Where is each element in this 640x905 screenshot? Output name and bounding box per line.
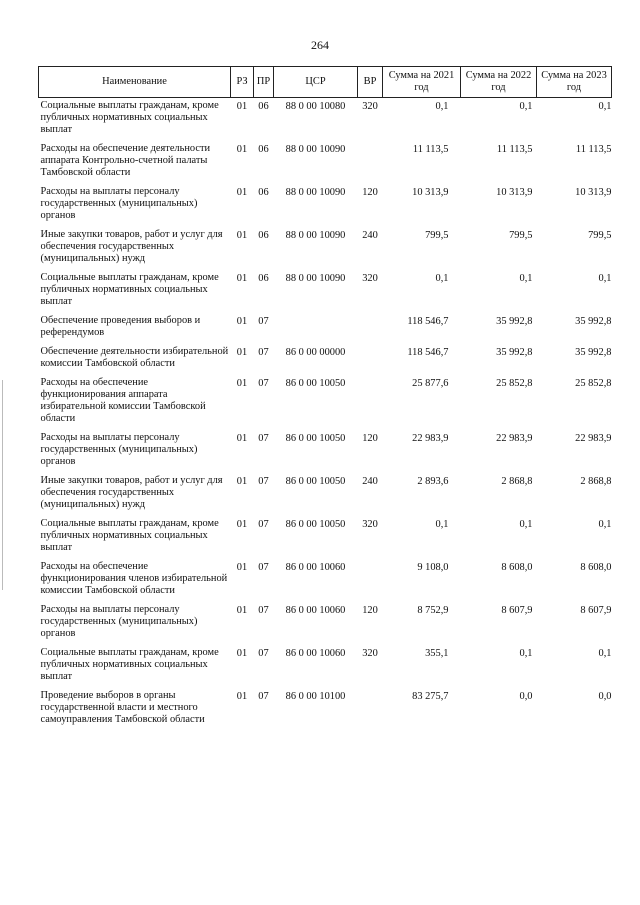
row-name: Расходы на обеспечение функционирования членов избирательной комиссии Тамбовской области [40, 561, 228, 596]
row-sum-2022: 35 992,8 [496, 347, 533, 358]
row-pr: 06 [258, 273, 269, 284]
table-header-row [39, 67, 612, 98]
row-name: Социальные выплаты гражданам, кроме публичных нормативных социальных выплат [40, 272, 219, 307]
table-row [39, 184, 612, 227]
row-sum-2023: 11 113,5 [575, 144, 612, 155]
row-sum-2023: 2 868,8 [580, 476, 612, 487]
row-pr: 07 [258, 691, 269, 702]
row-name: Иные закупки товаров, работ и услуг для обеспечения государственных (муниципальных) нужд [40, 475, 223, 510]
row-pr: 07 [258, 648, 269, 659]
row-vr: 320 [362, 519, 378, 530]
row-sum-2022: 0,1 [519, 273, 533, 284]
row-vr: 120 [362, 605, 378, 616]
row-csr: 86 0 00 10050 [285, 378, 346, 389]
row-sum-2022: 0,1 [519, 648, 533, 659]
row-sum-2021: 0,1 [435, 273, 449, 284]
row-csr: 88 0 00 10090 [285, 144, 346, 155]
row-rz: 01 [236, 378, 248, 389]
row-pr: 07 [258, 347, 269, 358]
table-row [39, 375, 612, 430]
row-sum-2021: 8 752,9 [417, 605, 449, 616]
row-pr: 07 [258, 562, 269, 573]
row-pr: 07 [258, 476, 269, 487]
header-sum-2022: Сумма на 2022 год [461, 67, 537, 98]
header-rz: РЗ [231, 67, 254, 98]
row-rz: 01 [236, 144, 248, 155]
row-vr [358, 688, 383, 731]
row-sum-2021: 83 275,7 [412, 691, 449, 702]
row-csr: 88 0 00 10090 [285, 230, 346, 241]
budget-table [38, 66, 612, 731]
row-csr: 86 0 00 10060 [285, 605, 346, 616]
row-pr: 07 [258, 433, 269, 444]
row-sum-2022: 10 313,9 [496, 187, 533, 198]
row-name: Социальные выплаты гражданам, кроме публичных нормативных социальных выплат [40, 518, 219, 553]
row-name: Расходы на выплаты персоналу государственных (муниципальных) органов [40, 186, 198, 221]
row-rz: 01 [236, 187, 248, 198]
row-sum-2022: 8 608,0 [501, 562, 533, 573]
row-sum-2022: 22 983,9 [496, 433, 533, 444]
row-pr: 07 [258, 605, 269, 616]
row-vr: 240 [362, 230, 378, 241]
row-sum-2023: 8 607,9 [580, 605, 612, 616]
table-row [39, 602, 612, 645]
row-sum-2023: 22 983,9 [575, 433, 612, 444]
table-row [39, 98, 612, 142]
row-sum-2021: 11 113,5 [412, 144, 449, 155]
row-vr [358, 141, 383, 184]
table-row [39, 270, 612, 313]
row-pr: 06 [258, 230, 269, 241]
row-name: Обеспечение проведения выборов и референдумов [40, 315, 201, 338]
header-name: Наименование [39, 67, 231, 98]
row-name: Расходы на обеспечение деятельности аппарата Контрольно-счетной палаты Тамбовской области [40, 143, 211, 178]
row-sum-2023: 35 992,8 [575, 347, 612, 358]
scan-margin-mark [2, 380, 3, 590]
row-sum-2022: 8 607,9 [501, 605, 533, 616]
row-sum-2022: 11 113,5 [496, 144, 533, 155]
row-vr: 320 [362, 648, 378, 659]
row-vr [358, 375, 383, 430]
row-csr: 86 0 00 10050 [285, 476, 346, 487]
row-sum-2022: 2 868,8 [501, 476, 533, 487]
table-row [39, 344, 612, 375]
row-csr: 88 0 00 10090 [285, 273, 346, 284]
row-rz: 01 [236, 316, 248, 327]
row-sum-2021: 355,1 [425, 648, 449, 659]
row-csr: 88 0 00 10080 [285, 101, 346, 112]
row-pr: 06 [258, 101, 269, 112]
row-sum-2022: 799,5 [509, 230, 533, 241]
row-sum-2021: 22 983,9 [412, 433, 449, 444]
table-row [39, 516, 612, 559]
row-csr: 88 0 00 10090 [285, 187, 346, 198]
row-name: Социальные выплаты гражданам, кроме публичных нормативных социальных выплат [40, 647, 219, 682]
row-sum-2023: 35 992,8 [575, 316, 612, 327]
row-csr: 86 0 00 00000 [285, 347, 346, 358]
row-name: Социальные выплаты гражданам, кроме публичных нормативных социальных выплат [40, 100, 219, 135]
row-sum-2023: 799,5 [588, 230, 612, 241]
row-rz: 01 [236, 562, 248, 573]
row-rz: 01 [236, 691, 248, 702]
row-sum-2023: 8 608,0 [580, 562, 612, 573]
row-sum-2021: 0,1 [435, 519, 449, 530]
row-pr: 07 [258, 519, 269, 530]
row-rz: 01 [236, 519, 248, 530]
row-sum-2021: 25 877,6 [412, 378, 449, 389]
table-row [39, 473, 612, 516]
row-rz: 01 [236, 476, 248, 487]
row-csr: 86 0 00 10050 [285, 519, 346, 530]
row-name: Расходы на обеспечение функционирования аппарата избирательной комиссии Тамбовской области [40, 377, 206, 424]
row-vr: 120 [362, 187, 378, 198]
page-number: 264 [311, 38, 329, 52]
row-name: Обеспечение деятельности избирательной комиссии Тамбовской области [40, 346, 229, 369]
row-sum-2023: 0,1 [598, 273, 612, 284]
row-rz: 01 [236, 605, 248, 616]
row-csr [274, 313, 358, 344]
row-sum-2023: 0,1 [598, 101, 612, 112]
row-rz: 01 [236, 648, 248, 659]
row-sum-2022: 0,0 [519, 691, 533, 702]
row-csr: 86 0 00 10060 [285, 648, 346, 659]
row-sum-2023: 0,1 [598, 519, 612, 530]
row-pr: 07 [258, 378, 269, 389]
table-row [39, 313, 612, 344]
row-sum-2021: 2 893,6 [417, 476, 449, 487]
table-row [39, 430, 612, 473]
table-row [39, 688, 612, 731]
table-row [39, 227, 612, 270]
row-rz: 01 [236, 230, 248, 241]
row-sum-2023: 25 852,8 [575, 378, 612, 389]
header-vr: ВР [358, 67, 383, 98]
row-sum-2021: 0,1 [435, 101, 449, 112]
row-vr [358, 559, 383, 602]
row-sum-2022: 0,1 [519, 519, 533, 530]
row-rz: 01 [236, 273, 248, 284]
row-vr [358, 344, 383, 375]
header-sum-2021: Сумма на 2021 год [383, 67, 461, 98]
row-csr: 86 0 00 10060 [285, 562, 346, 573]
row-name: Расходы на выплаты персоналу государственных (муниципальных) органов [40, 604, 198, 639]
header-pr: ПР [254, 67, 274, 98]
row-pr: 06 [258, 187, 269, 198]
row-sum-2022: 25 852,8 [496, 378, 533, 389]
table-row [39, 559, 612, 602]
row-sum-2021: 118 546,7 [407, 316, 449, 327]
row-rz: 01 [236, 433, 248, 444]
header-sum-2023: Сумма на 2023 год [537, 67, 612, 98]
row-sum-2021: 9 108,0 [417, 562, 449, 573]
row-vr: 120 [362, 433, 378, 444]
row-sum-2021: 799,5 [425, 230, 449, 241]
row-sum-2023: 0,0 [598, 691, 612, 702]
row-vr: 240 [362, 476, 378, 487]
header-csr: ЦСР [274, 67, 358, 98]
row-sum-2022: 35 992,8 [496, 316, 533, 327]
row-sum-2023: 10 313,9 [575, 187, 612, 198]
row-rz: 01 [236, 347, 248, 358]
row-vr: 320 [362, 101, 378, 112]
row-vr: 320 [362, 273, 378, 284]
row-csr: 86 0 00 10050 [285, 433, 346, 444]
row-name: Иные закупки товаров, работ и услуг для обеспечения государственных (муниципальных) нужд [40, 229, 223, 264]
row-sum-2021: 118 546,7 [407, 347, 449, 358]
row-pr: 07 [258, 316, 269, 327]
table-row [39, 645, 612, 688]
row-vr [358, 313, 383, 344]
table-row [39, 141, 612, 184]
row-pr: 06 [258, 144, 269, 155]
row-name: Проведение выборов в органы государственной власти и местного самоуправления Тамбовской области [40, 690, 205, 725]
row-name: Расходы на выплаты персоналу государственных (муниципальных) органов [40, 432, 198, 467]
row-rz: 01 [236, 101, 248, 112]
row-sum-2023: 0,1 [598, 648, 612, 659]
row-sum-2021: 10 313,9 [412, 187, 449, 198]
row-sum-2022: 0,1 [519, 101, 533, 112]
row-csr: 86 0 00 10100 [285, 691, 346, 702]
